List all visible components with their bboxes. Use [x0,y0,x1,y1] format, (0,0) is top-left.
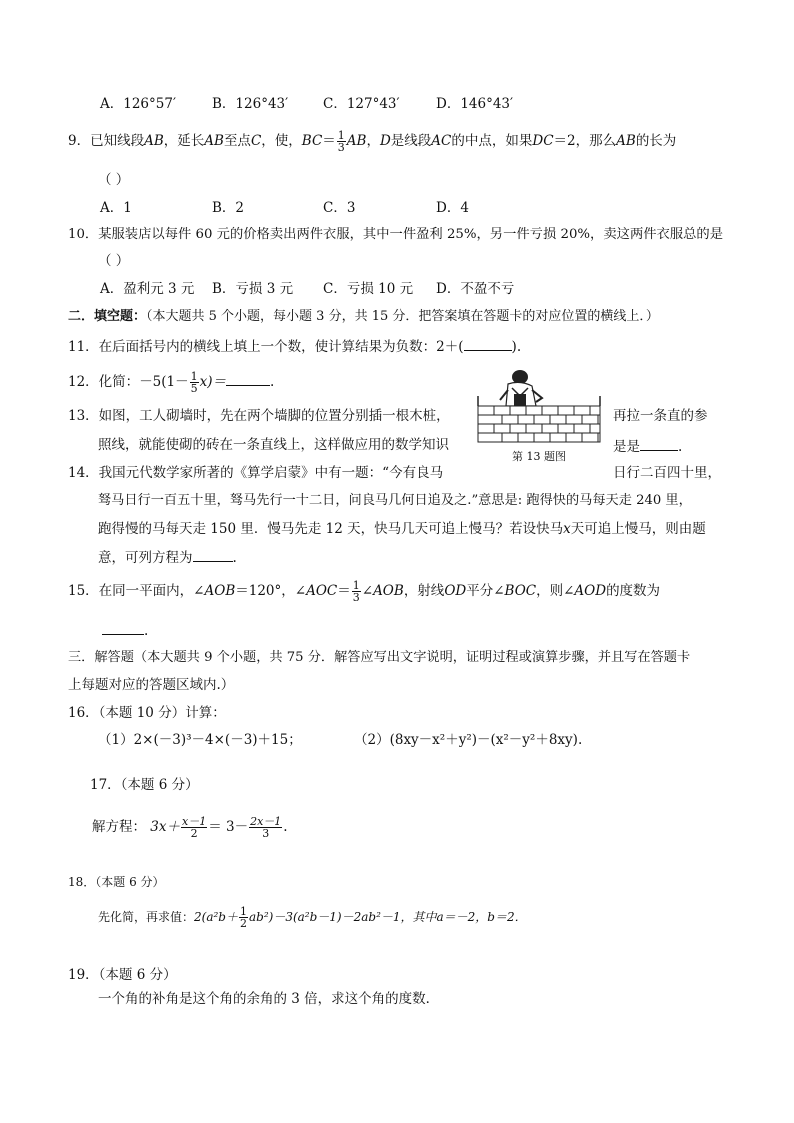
q16-title: 16．（本题 10 分）计算： [68,705,226,721]
frac-den: 3 [262,827,270,840]
q18-condition: a＝－2，b＝2． [436,910,527,924]
q15-var: OD [444,583,467,599]
q10-option-a: A．盈利元 3 元 [100,281,195,297]
q9-var: AB [616,133,636,149]
q9-text: 9．已知线段 [68,133,145,149]
frac-num: 1 [352,579,360,592]
q8-option-c: C．127°43′ [323,96,400,112]
q15-text: 15．在同一平面内，∠ [68,583,205,599]
q9-text: 至点 [223,133,251,149]
q15-text: 的度数为 [606,583,661,599]
q15-text: ∠ [361,583,374,599]
q15-text: ，射线 [403,583,445,599]
q9-text: ， [366,133,380,149]
q13-line1-right: 再拉一条直的参 [613,408,708,424]
q12-expr: x)＝ [199,374,227,390]
q9-answer-paren: （ ） [98,172,130,188]
q15-answer [102,620,148,640]
q12 [68,371,274,394]
q9-option-c: C．3 [323,200,356,216]
frac-den: 2 [239,917,247,930]
bricklayer-wall-illustration [476,366,604,446]
q9-text: ＝2，那么 [553,133,617,149]
frac-num: 2x－1 [250,815,282,828]
q9-var: BC [301,133,323,149]
q15-var: BOC [504,583,537,599]
q15-text: ＝ [337,583,351,599]
frac-den: 5 [190,382,198,395]
q19-title: 19．（本题 6 分） [68,967,177,983]
q15-answer-blank[interactable] [102,620,144,635]
q9-var: DC [532,133,554,149]
q10-option-c: C．亏损 10 元 [323,281,414,297]
q15-text: ＝120°，∠ [235,583,307,599]
frac-den: 3 [337,141,345,154]
q17-expr: ＝ 3－ [208,819,249,835]
q18-label: 先化简，再求值： [98,910,195,924]
q9-stem [68,130,676,153]
q13-line2: 照线，就能使砌的砖在一条直线上，这样做应用的数学知识 [98,437,449,453]
q9-text: 的长为 [635,133,677,149]
q13-line2-right: 是是 [613,439,640,455]
q15-tail: . [144,623,149,639]
q14-var: x [563,521,571,537]
q10-answer-paren: （ ） [98,253,130,269]
q15-stem [68,580,660,603]
q17-label: 解方程： [92,819,146,835]
q14-text: 天可追上慢马，则由题 [570,521,706,537]
frac-num: 1 [337,129,345,142]
q14-line1: 14．我国元代数学家所著的《算学启蒙》中有一题：“今有良马 [68,465,444,481]
q11-text: 11．在后面括号内的横线上填上一个数，使计算结果为负数：2＋( [68,339,464,355]
q13-figure [476,366,604,464]
q19-text: 一个角的补角是这个角的余角的 3 倍，求这个角的度数． [98,991,440,1007]
q18-expression [98,906,527,929]
section3-heading-line1: 三．解答题（本大题共 9 个小题，共 75 分．解答应写出文字说明，证明过程或演算步骤，并且写在答题卡 [68,650,691,665]
q9-var: D [379,133,391,149]
q14-tail: . [232,550,237,566]
q12-tail: . [270,374,275,390]
q18-title: 18．（本题 6 分） [68,875,165,889]
q9-text: ，延长 [163,133,205,149]
frac-den: 2 [190,827,198,840]
q9-option-b: B．2 [212,200,245,216]
q16-part1: （1）2×(－3)³－4×(－3)＋15； [98,732,302,748]
q15-var: AOB [204,583,236,599]
q14-text: 意，可列方程为 [98,550,193,566]
q13-figure-caption: 第 13 题图 [512,450,566,463]
q10-option-b: B．亏损 3 元 [212,281,294,297]
q9-var: AB [204,133,224,149]
q13-answer [613,436,682,456]
q9-var: AB [346,133,367,149]
q17-fraction-1 [181,816,207,839]
q9-text: 是线段 [390,133,432,149]
frac-num: 1 [190,370,198,383]
q12-label: 12．化简： [68,374,140,390]
q13-answer-blank[interactable] [640,436,678,451]
section2-title: 二．填空题： [68,309,147,324]
q8-option-b: B．126°43′ [212,96,289,112]
q12-fraction [190,371,199,394]
q9-var: C [250,133,262,149]
q17-expr: 3x＋ [150,819,180,835]
q17-fraction-2 [249,816,282,839]
frac-num: 1 [239,905,247,918]
q11-answer-blank[interactable] [464,336,512,351]
q14-answer-blank[interactable] [193,547,233,562]
q8-option-d: D．146°43′ [436,96,514,112]
q9-fraction [337,130,346,153]
q14-line1-right: 日行二百四十里， [613,465,721,481]
q9-text: ＝ [322,133,336,149]
q15-var: AOB [373,583,404,599]
q9-var: AB [144,133,164,149]
q9-option-a: A．1 [100,200,132,216]
q9-var: AC [431,133,452,149]
frac-den: 3 [352,591,360,604]
section2-desc: （本大题共 5 个小题，每小题 3 分，共 15 分．把答案填在答题卡的对应位置的横线上．） [146,309,659,324]
q8-option-a: A．126°57′ [100,96,177,112]
section2-heading [68,308,659,326]
q15-fraction [352,580,361,603]
q10-option-d: D．不盈不亏 [436,281,515,297]
q18-expr: 2(a²b＋ [194,910,238,924]
q17-equation [92,816,288,839]
q12-answer-blank[interactable] [226,371,270,386]
q15-text: 平分∠ [466,583,505,599]
q18-expr: ab²)－3(a²b－1)－2ab²－1，其中 [248,910,437,924]
q15-var: AOC [306,583,338,599]
q13-tail: . [678,439,683,455]
q11-tail: ). [511,339,522,355]
q13-line1: 13．如图，工人砌墙时，先在两个墙脚的位置分别插一根木桩， [68,408,450,424]
q14-line3 [98,520,706,538]
q12-expr: －5(1－ [139,374,189,390]
q17-title: 17．（本题 6 分） [90,777,199,793]
q17-tail: . [283,819,288,835]
q18-fraction [239,906,248,929]
q11 [68,336,521,356]
q9-text: ，使， [261,133,302,149]
frac-num: x－1 [182,815,207,828]
q10-stem: 10．某服装店以每件 60 元的价格卖出两件衣服，其中一件盈利 25%，另一件亏损 20%，卖这两件衣服总的是 [68,227,724,242]
q9-option-d: D．4 [436,200,469,216]
q15-var: AOD [574,583,607,599]
q9-text: 的中点，如果 [451,133,533,149]
q14-line4 [98,547,237,567]
q14-line2: 驽马日行一百五十里，驽马先行一十二日，问良马几何日追及之.”意思是: 跑得快的马每天走 240 里， [98,493,692,508]
q15-text: ，则∠ [536,583,575,599]
section3-heading-line2: 上每题对应的答题区域内.） [68,677,235,693]
q16-part2: （2）(8xy－x²＋y²)－(x²－y²＋8xy). [354,732,583,748]
q14-text: 跑得慢的马每天走 150 里．慢马先走 12 天，快马几天可追上慢马？若设快马 [98,521,564,537]
